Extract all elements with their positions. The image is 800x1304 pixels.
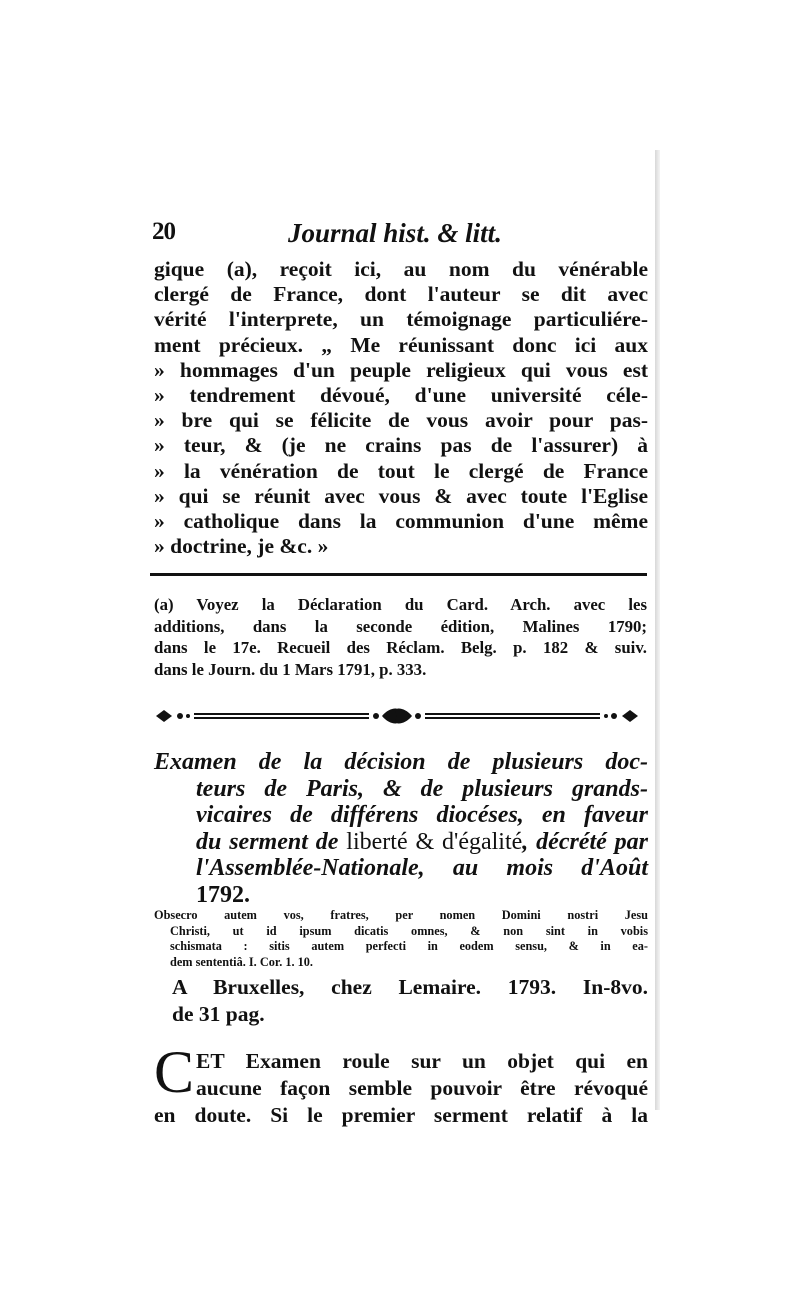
text-line: » qui se réunit avec vous & avec toute l'Eglise [154, 483, 648, 508]
title-fragment-roman: liberté & d'égalité [346, 828, 523, 855]
text-line: vérité l'interprete, un témoignage particuliére- [154, 307, 648, 332]
title-line [154, 829, 648, 856]
title-line: Examen de la décision de plusieurs doc- [154, 749, 648, 775]
footnote-rule [150, 573, 647, 576]
text-line: » catholique dans la communion d'une même [154, 509, 648, 534]
text-line: » teur, & (je ne crains pas de l'assurer) à [154, 433, 648, 458]
epigraph-line: Obsecro autem vos, fratres, per nomen Domini nostri Jesu [154, 908, 648, 922]
publication-line: A Bruxelles, chez Lemaire. 1793. In-8vo. [172, 975, 648, 999]
text-line: » hommages d'un peuple religieux qui vous est [154, 357, 648, 382]
drop-cap: C [154, 1039, 195, 1105]
review-body [154, 1039, 648, 1128]
running-title: Journal hist. & litt. [288, 218, 502, 248]
footnote-line: dans le Journ. du 1 Mars 1791, p. 333. [154, 659, 427, 679]
review-line: aucune façon semble pouvoir être révoqué [196, 1076, 648, 1100]
text-line: » bre qui se félicite de vous avoir pour pas- [154, 408, 648, 433]
title-line: l'Assemblée-Nationale, au mois d'Août [196, 855, 648, 881]
text-line: gique (a), reçoit ici, au nom du vénérable [154, 257, 648, 281]
epigraph-line: dem sententiâ. I. Cor. 1. 10. [170, 954, 314, 969]
page-header [152, 218, 652, 254]
footnote-line: dans le 17e. Recueil des Réclam. Belg. p. 182 & suiv. [154, 638, 647, 657]
publication-info [154, 974, 648, 1028]
epigraph-line: schismata : sitis autem perfecti in eodem sensu, & in ea- [170, 939, 648, 954]
body-paragraph [154, 257, 648, 559]
review-line: en doute. Si le premier serment relatif à la [154, 1103, 648, 1127]
ornamental-divider [154, 704, 640, 728]
footnote [154, 594, 647, 680]
text-line: » la vénération de tout le clergé de France [154, 458, 648, 483]
review-title [154, 749, 648, 908]
review-line: ET Examen roule sur un objet qui en [196, 1049, 648, 1073]
text-line: » tendrement dévoué, d'une université céle- [154, 383, 648, 408]
footnote-line: additions, dans la seconde édition, Malines 1790; [154, 616, 647, 636]
text-line: clergé de France, dont l'auteur se dit avec [154, 282, 648, 307]
title-fragment: du serment de [196, 828, 339, 855]
epigraph [154, 908, 648, 970]
text-line: ment précieux. „ Me réunissant donc ici aux [154, 332, 648, 357]
page-number: 20 [152, 218, 175, 245]
publication-line: de 31 pag. [172, 1002, 265, 1026]
title-line: vicaires de différens diocéses, en faveur [196, 802, 648, 828]
footnote-line: (a) Voyez la Déclaration du Card. Arch. avec les [154, 595, 647, 614]
page-edge [655, 150, 660, 1110]
text-line: » doctrine, je &c. » [154, 534, 329, 559]
title-line: teurs de Paris, & de plusieurs grands- [196, 775, 648, 802]
title-line: 1792. [196, 881, 250, 908]
title-fragment: , décrété par [522, 828, 648, 855]
epigraph-line: Christi, ut id ipsum dicatis omnes, & non sint in vobis [170, 923, 648, 938]
